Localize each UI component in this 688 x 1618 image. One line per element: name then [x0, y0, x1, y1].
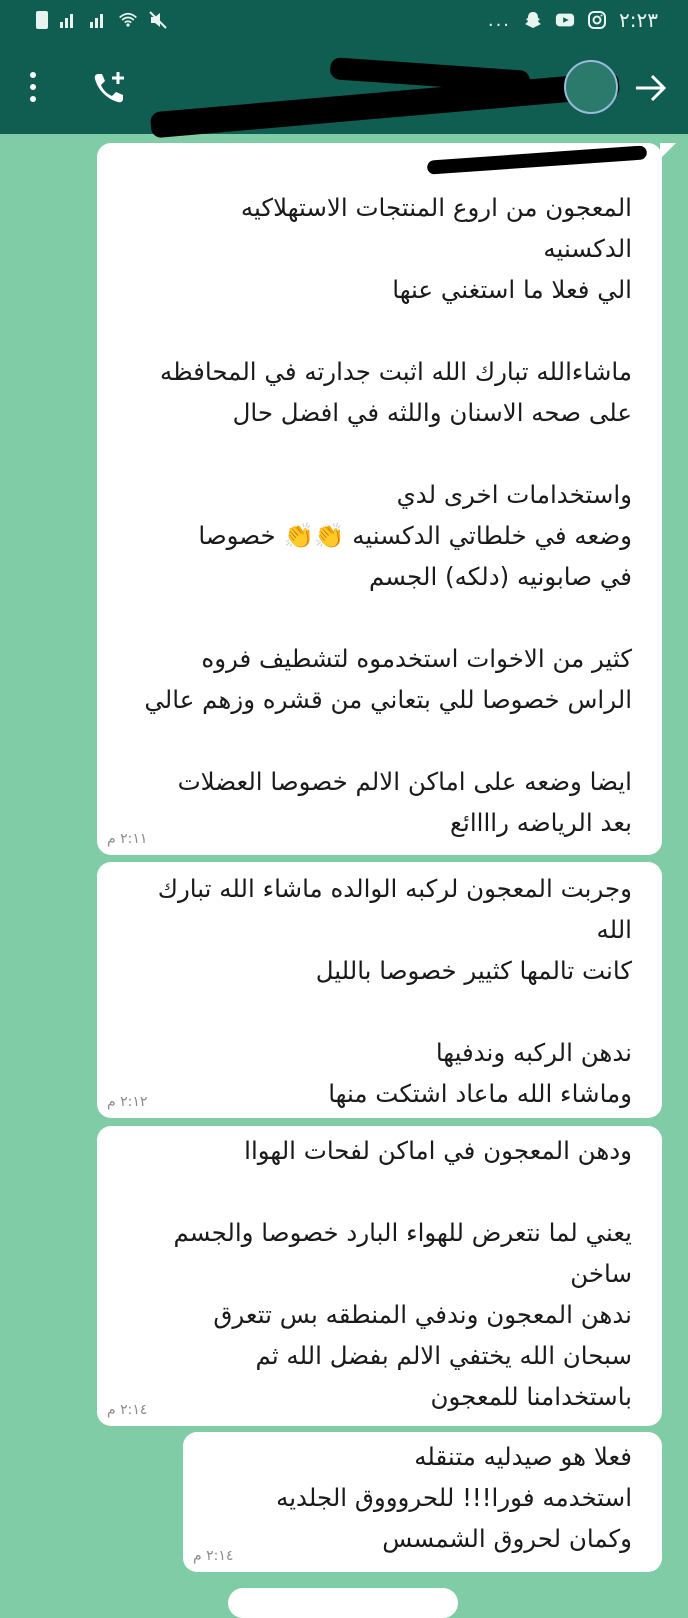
message-line: سبحان الله يختفي الالم بفضل الله ثم	[255, 1341, 632, 1370]
message-line: على صحه الاسنان واللثه في افضل حال	[232, 398, 632, 427]
signal-icon	[88, 10, 108, 30]
message-line: يعني لما نتعرض للهواء البارد خصوصا والجسم	[173, 1218, 632, 1247]
message-line: بعد الرياضه راااائع	[449, 808, 632, 837]
message-line: باستخدامنا للمعجون	[430, 1382, 632, 1411]
back-arrow-icon[interactable]	[632, 70, 668, 106]
message-line: المعجون من اروع المنتجات الاستهلاكيه	[240, 193, 632, 222]
message-line: وماشاء الله ماعاد اشتكت منها	[328, 1079, 632, 1108]
mute-icon	[148, 10, 168, 30]
message-line	[117, 597, 632, 638]
message-line: ودهن المعجون في اماكن لفحات الهواا	[244, 1136, 632, 1165]
message-bubble[interactable]	[183, 1432, 662, 1572]
avatar[interactable]	[564, 60, 618, 114]
wifi-icon	[118, 10, 138, 30]
message-bubble[interactable]	[97, 143, 662, 855]
message-line	[117, 310, 632, 351]
message-line: الله	[596, 915, 632, 944]
message-line	[117, 991, 632, 1032]
message-time: ٢:١٢ م	[107, 1094, 148, 1110]
message-line: فعلا هو صيدليه متنقله	[414, 1442, 632, 1471]
message-line: وكمان لحروق الشمسس	[382, 1524, 632, 1553]
message-line: كثير من الاخوات استخدموه لتشطيف فروه	[201, 644, 632, 673]
message-time: ٢:١٤ م	[107, 1402, 148, 1418]
message-line: ماشاءالله تبارك الله اثبت جدارته في المحافظه	[159, 357, 632, 386]
status-icons-left	[36, 10, 168, 30]
snapchat-icon	[523, 10, 543, 30]
message-line: ندهن المعجون وندفي المنطقه بس تتعرق	[213, 1300, 632, 1329]
add-call-icon[interactable]	[90, 68, 130, 108]
chat-header	[0, 42, 688, 134]
message-text	[117, 1130, 632, 1417]
status-time: ٢:٢٣	[619, 8, 658, 32]
message-text	[203, 1436, 632, 1559]
message-text	[117, 187, 632, 843]
more-icon: ...	[487, 9, 512, 31]
message-line: ندهن الركبه وندفيها	[435, 1038, 632, 1067]
message-line	[117, 720, 632, 761]
status-icons-right	[488, 8, 658, 32]
message-line: الي فعلا ما استغني عنها	[392, 275, 632, 304]
message-text	[117, 868, 632, 1114]
message-line: وجربت المعجون لركبه الوالده ماشاء الله تبارك	[157, 874, 632, 903]
battery-icon	[36, 11, 48, 29]
message-line: في صابونيه (دلكه) الجسم	[369, 562, 632, 591]
message-line: الدكسنيه	[543, 234, 632, 263]
youtube-icon	[555, 10, 575, 30]
message-line: وضعه في خلطاتي الدكسنيه 👏👏 خصوصا	[198, 521, 632, 550]
message-line: واستخدامات اخرى لدي	[396, 480, 632, 509]
instagram-icon	[587, 10, 607, 30]
message-time: ٢:١١ م	[107, 831, 148, 847]
scroll-indicator	[228, 1588, 458, 1618]
message-line: ايضا وضعه على اماكن الالم خصوصا العضلات	[177, 767, 632, 796]
message-bubble[interactable]	[97, 862, 662, 1118]
message-line	[117, 1171, 632, 1212]
message-line: كانت تالمها كثيير خصوصا بالليل	[315, 956, 632, 985]
message-line: الراس خصوصا للي بتعاني من قشره وزهم عالي	[144, 685, 632, 714]
menu-dots-icon[interactable]	[30, 72, 38, 108]
message-line: استخدمه فورا!!! للحروووق الجلديه	[276, 1483, 632, 1512]
redacted-sender-name	[427, 145, 647, 174]
signal-icon	[58, 10, 78, 30]
message-time: ٢:١٤ م	[193, 1548, 234, 1564]
status-bar	[0, 0, 688, 42]
message-line	[117, 433, 632, 474]
message-line: ساخن	[570, 1259, 632, 1288]
message-bubble[interactable]	[97, 1126, 662, 1426]
